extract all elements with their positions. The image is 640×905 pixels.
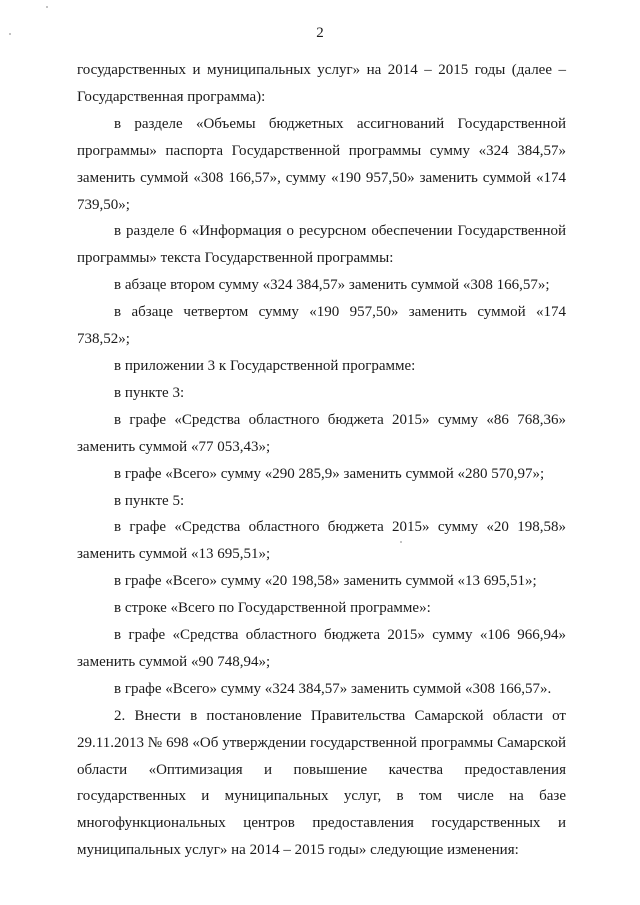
paragraph: в графе «Средства областного бюджета 2015» сумму «106 966,94» заменить суммой «90 748,94»; [77,627,566,670]
paragraph: в графе «Всего» сумму «290 285,9» заменить суммой «280 570,97»; [114,465,545,482]
paragraph: в абзаце четвертом сумму «190 957,50» заменить суммой «174 738,52»; [77,304,566,348]
paragraph: в пункте 5: [114,492,185,509]
paragraph: в разделе 6 «Информация о ресурсном обеспечении Государственной программы» текста Государственной программы: [77,223,566,267]
paragraph: в графе «Всего» сумму «20 198,58» заменить суммой «13 695,51»; [114,573,537,590]
document-body [77,57,566,864]
page-number: 2 [316,25,324,41]
paragraph: в абзаце втором сумму «324 384,57» заменить суммой «308 166,57»; [114,277,550,294]
paragraph: государственных и муниципальных услуг» на 2014 – 2015 годы (далее – Государственная программа): [77,62,566,105]
paragraph: 2. Внести в постановление Правительства Самарской области от 29.11.2013 № 698 «Об утверждении государственной программы Самарской области «Оптимизация и повышение качества предоставления государственных и муниципальных услуг, в том числе на базе многофункциональных центров предоставления государственных и муниципальных услуг» на 2014 – 2015 годы» следующие изменения: [77,707,566,859]
paragraph: в графе «Средства областного бюджета 2015» сумму «20 198,58» заменить суммой «13 695,51»; [77,519,566,563]
scan-speck [46,6,48,8]
paragraph: в графе «Всего» сумму «324 384,57» заменить суммой «308 166,57». [114,680,552,697]
paragraph: в пункте 3: [114,384,185,401]
paragraph: в разделе «Объемы бюджетных ассигнований Государственной программы» паспорта Государственной программы сумму «324 384,57» заменить суммой «308 166,57», сумму «190 957,50» заменить суммой «174 739,50»; [77,115,566,213]
paragraph: в строке «Всего по Государственной программе»: [114,600,431,617]
paragraph: в приложении 3 к Государственной программе: [114,357,416,374]
paragraph: в графе «Средства областного бюджета 2015» сумму «86 768,36» заменить суммой «77 053,43»; [77,411,566,455]
